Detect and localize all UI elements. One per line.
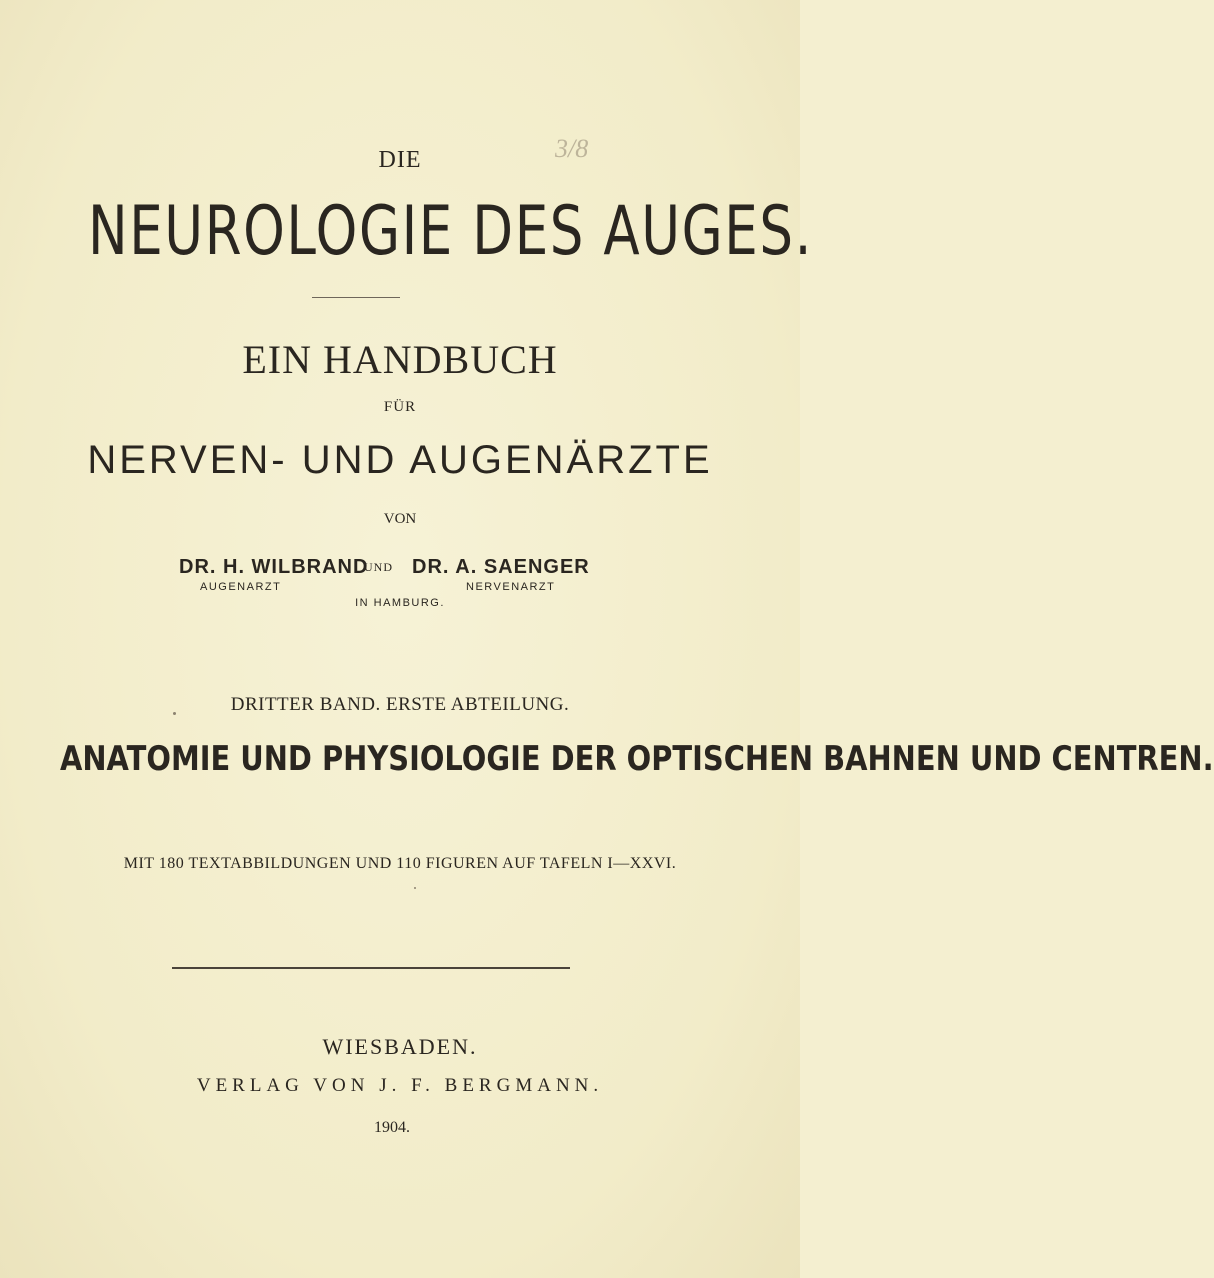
und-connector: UND <box>364 560 393 574</box>
author-wilbrand: DR. H. WILBRAND <box>179 556 369 578</box>
role-nervenarzt: NERVENARZT <box>466 581 556 593</box>
author-saenger: DR. A. SAENGER <box>412 556 590 578</box>
short-divider <box>312 297 400 298</box>
ink-speck <box>414 887 416 889</box>
subtitle-fuer: FÜR <box>383 399 417 415</box>
imprint-city: WIESBADEN. <box>322 1034 478 1059</box>
handwritten-shelfmark: 3/8 <box>555 134 589 163</box>
role-augenarzt: AUGENARZT <box>200 581 282 593</box>
subtitle: EIN HANDBUCH <box>242 337 558 382</box>
imprint-publisher: VERLAG VON J. F. BERGMANN. <box>196 1075 604 1096</box>
main-title: NEUROLOGIE DES AUGES. <box>88 192 814 271</box>
illustrations-note: MIT 180 TEXTABBILDUNGEN UND 110 FIGUREN AUF TAFELN I—XXVI. <box>123 855 677 872</box>
article-die: DIE <box>378 147 422 173</box>
long-divider <box>172 967 570 969</box>
location-hamburg: IN HAMBURG. <box>355 597 445 609</box>
von-label: VON <box>383 511 417 527</box>
imprint-year: 1904. <box>374 1119 410 1136</box>
audience-title: NERVEN- UND AUGENÄRZTE <box>87 438 713 482</box>
volume-subject: ANATOMIE UND PHYSIOLOGIE DER OPTISCHEN BAHNEN UND CENTREN. <box>60 739 1214 779</box>
volume-band: DRITTER BAND. ERSTE ABTEILUNG. <box>230 694 570 715</box>
